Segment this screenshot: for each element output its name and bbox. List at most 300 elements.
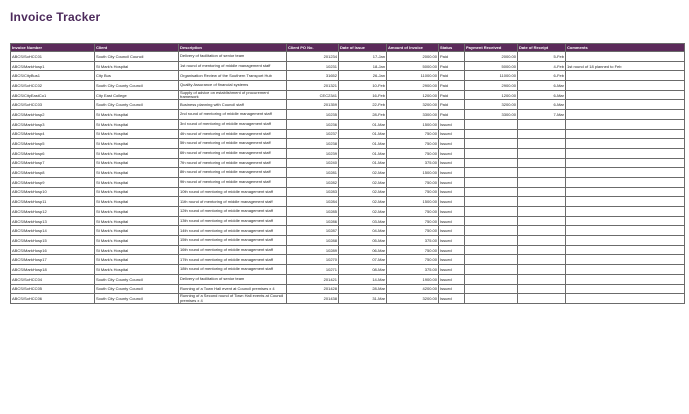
payment-received-cell: [465, 265, 518, 275]
date-of-receipt-cell: [518, 139, 566, 149]
date-of-receipt-cell: [518, 216, 566, 226]
description-cell: 7th round of mentoring of middle management staff: [179, 158, 287, 168]
description-cell: 10th round of mentoring of middle management staff: [179, 187, 287, 197]
date-of-issue-cell: 28-Feb: [339, 110, 387, 120]
status-cell: Paid: [439, 110, 465, 120]
table-row: [11, 265, 685, 275]
invoice-number-cell: ABCS/MarkHosp6: [11, 148, 95, 158]
column-header-client-po: Client PO No.: [287, 44, 339, 52]
po-number-cell: 10288: [287, 236, 339, 246]
table-header-row: [11, 44, 685, 52]
payment-received-cell: [465, 158, 518, 168]
comments-cell: [566, 274, 685, 284]
po-number-cell: 10236: [287, 119, 339, 129]
status-cell: Issued: [439, 207, 465, 217]
date-of-receipt-cell: [518, 255, 566, 265]
payment-received-cell: [465, 187, 518, 197]
invoice-number-cell: ABCS/MarkHosp10: [11, 187, 95, 197]
po-number-cell: 10239: [287, 148, 339, 158]
client-cell: St Mark's Hospital: [95, 236, 179, 246]
amount-cell: 11000.00: [387, 71, 439, 81]
column-header-date-of-issue: Date of Issue: [339, 44, 387, 52]
po-number-cell: 10289: [287, 245, 339, 255]
date-of-receipt-cell: [518, 284, 566, 294]
comments-cell: [566, 236, 685, 246]
po-number-cell: 201321: [287, 81, 339, 91]
date-of-receipt-cell: 6-Mar: [518, 90, 566, 100]
client-cell: City East College: [95, 90, 179, 100]
date-of-issue-cell: 10-Feb: [339, 81, 387, 91]
status-cell: Paid: [439, 71, 465, 81]
status-cell: Issued: [439, 284, 465, 294]
po-number-cell: 201234: [287, 52, 339, 62]
amount-cell: 3200.00: [387, 100, 439, 110]
description-cell: 14th round of mentoring of middle management staff: [179, 226, 287, 236]
table-row: [11, 119, 685, 129]
table-row: [11, 168, 685, 178]
date-of-issue-cell: 02-Mar: [339, 197, 387, 207]
invoice-number-cell: ABCS/MarkHosp12: [11, 207, 95, 217]
date-of-issue-cell: 26-Jan: [339, 71, 387, 81]
amount-cell: 2000.00: [387, 52, 439, 62]
payment-received-cell: [465, 148, 518, 158]
date-of-issue-cell: 17-Jan: [339, 52, 387, 62]
table-row: [11, 274, 685, 284]
payment-received-cell: [465, 284, 518, 294]
client-cell: St Mark's Hospital: [95, 158, 179, 168]
description-cell: Delivery of facilitation of senior team: [179, 52, 287, 62]
comments-cell: [566, 187, 685, 197]
payment-received-cell: [465, 207, 518, 217]
date-of-receipt-cell: [518, 294, 566, 304]
comments-cell: 1st round of 18 planned to Feb: [566, 61, 685, 71]
table-row: [11, 255, 685, 265]
status-cell: Paid: [439, 61, 465, 71]
payment-received-cell: [465, 255, 518, 265]
status-cell: Issued: [439, 245, 465, 255]
client-cell: South City County Council: [95, 81, 179, 91]
client-cell: St Mark's Hospital: [95, 110, 179, 120]
comments-cell: [566, 265, 685, 275]
po-number-cell: 10286: [287, 216, 339, 226]
column-header-date-of-receipt: Date of Receipt: [518, 44, 566, 52]
description-cell: 1st round of mentoring of middle management staff: [179, 61, 287, 71]
status-cell: Issued: [439, 255, 465, 265]
invoice-number-cell: ABCS/SoHCC05: [11, 284, 95, 294]
description-cell: 16th round of mentoring of middle management staff: [179, 245, 287, 255]
date-of-receipt-cell: [518, 119, 566, 129]
po-number-cell: 201359: [287, 100, 339, 110]
status-cell: Issued: [439, 265, 465, 275]
client-cell: South City County Council: [95, 274, 179, 284]
description-cell: 3rd round of mentoring of middle management staff: [179, 119, 287, 129]
date-of-issue-cell: 05-Mar: [339, 236, 387, 246]
payment-received-cell: [465, 139, 518, 149]
po-number-cell: CEC2341: [287, 90, 339, 100]
description-cell: Organisation Review of the Southern Transport Hub: [179, 71, 287, 81]
date-of-receipt-cell: 6-Mar: [518, 81, 566, 91]
client-cell: St Mark's Hospital: [95, 245, 179, 255]
table-row: [11, 197, 685, 207]
status-cell: Issued: [439, 197, 465, 207]
date-of-receipt-cell: [518, 168, 566, 178]
comments-cell: [566, 110, 685, 120]
po-number-cell: 10231: [287, 61, 339, 71]
date-of-receipt-cell: 6-Mar: [518, 100, 566, 110]
client-cell: St Mark's Hospital: [95, 197, 179, 207]
invoice-number-cell: ABCS/MarkHosp16: [11, 245, 95, 255]
description-cell: 12th round of mentoring of middle management staff: [179, 207, 287, 217]
comments-cell: [566, 129, 685, 139]
date-of-issue-cell: 01-Mar: [339, 119, 387, 129]
comments-cell: [566, 245, 685, 255]
payment-received-cell: [465, 245, 518, 255]
status-cell: Issued: [439, 177, 465, 187]
page-title: Invoice Tracker: [10, 10, 101, 24]
description-cell: Running of a Second round of Town Hall events at Council premises x 4: [179, 294, 287, 304]
payment-received-cell: [465, 177, 518, 187]
po-number-cell: 31652: [287, 71, 339, 81]
table-row: [11, 129, 685, 139]
invoice-number-cell: ABCS/MarkHosp13: [11, 216, 95, 226]
payment-received-cell: [465, 294, 518, 304]
description-cell: Delivery of facilitation of senior team: [179, 274, 287, 284]
status-cell: Issued: [439, 119, 465, 129]
status-cell: Issued: [439, 129, 465, 139]
date-of-issue-cell: 18-Jan: [339, 61, 387, 71]
status-cell: Issued: [439, 226, 465, 236]
comments-cell: [566, 255, 685, 265]
status-cell: Paid: [439, 100, 465, 110]
comments-cell: [566, 158, 685, 168]
amount-cell: 5000.00: [387, 61, 439, 71]
date-of-receipt-cell: [518, 274, 566, 284]
table-body: [11, 52, 685, 304]
column-header-status: Status: [439, 44, 465, 52]
description-cell: Supply of advice on establishment of procurement framework: [179, 90, 287, 100]
amount-cell: 750.00: [387, 129, 439, 139]
client-cell: South City County Council: [95, 100, 179, 110]
payment-received-cell: 5000.00: [465, 61, 518, 71]
column-header-comments: Comments: [566, 44, 685, 52]
comments-cell: [566, 71, 685, 81]
table-row: [11, 158, 685, 168]
table-row: [11, 100, 685, 110]
payment-received-cell: [465, 197, 518, 207]
description-cell: 11th round of mentoring of middle management staff: [179, 197, 287, 207]
invoice-number-cell: ABCS/CityEastCo1: [11, 90, 95, 100]
po-number-cell: 201421: [287, 274, 339, 284]
amount-cell: 375.00: [387, 265, 439, 275]
comments-cell: [566, 197, 685, 207]
status-cell: Paid: [439, 81, 465, 91]
column-header-invoice-number: Invoice Number: [11, 44, 95, 52]
table-row: [11, 71, 685, 81]
status-cell: Issued: [439, 139, 465, 149]
description-cell: 2nd round of mentoring of middle management staff: [179, 110, 287, 120]
date-of-issue-cell: 07-Mar: [339, 255, 387, 265]
payment-received-cell: [465, 216, 518, 226]
po-number-cell: 10235: [287, 110, 339, 120]
description-cell: Business planning with Council staff: [179, 100, 287, 110]
date-of-issue-cell: 22-Feb: [339, 100, 387, 110]
comments-cell: [566, 216, 685, 226]
payment-received-cell: [465, 226, 518, 236]
client-cell: South City Council Council: [95, 52, 179, 62]
comments-cell: [566, 81, 685, 91]
payment-received-cell: [465, 236, 518, 246]
description-cell: 5th round of mentoring of middle management staff: [179, 139, 287, 149]
amount-cell: 1500.00: [387, 119, 439, 129]
client-cell: St Mark's Hospital: [95, 187, 179, 197]
date-of-receipt-cell: 4-Feb: [518, 61, 566, 71]
amount-cell: 2900.00: [387, 81, 439, 91]
amount-cell: 750.00: [387, 255, 439, 265]
comments-cell: [566, 119, 685, 129]
date-of-receipt-cell: [518, 148, 566, 158]
invoice-number-cell: ABCS/MarkHosp8: [11, 168, 95, 178]
client-cell: South City County Council: [95, 284, 179, 294]
date-of-issue-cell: 04-Mar: [339, 226, 387, 236]
table-row: [11, 236, 685, 246]
invoice-number-cell: ABCS/MarkHosp9: [11, 177, 95, 187]
payment-received-cell: [465, 119, 518, 129]
date-of-issue-cell: 01-Mar: [339, 158, 387, 168]
po-number-cell: 201428: [287, 284, 339, 294]
amount-cell: 3200.00: [387, 294, 439, 304]
table-row: [11, 187, 685, 197]
date-of-issue-cell: 02-Mar: [339, 168, 387, 178]
date-of-issue-cell: 01-Mar: [339, 139, 387, 149]
amount-cell: 750.00: [387, 148, 439, 158]
po-number-cell: 10240: [287, 158, 339, 168]
po-number-cell: 10281: [287, 168, 339, 178]
table-row: [11, 177, 685, 187]
date-of-issue-cell: 02-Mar: [339, 187, 387, 197]
comments-cell: [566, 148, 685, 158]
date-of-receipt-cell: 6-Feb: [518, 71, 566, 81]
client-cell: St Mark's Hospital: [95, 119, 179, 129]
date-of-issue-cell: 01-Mar: [339, 148, 387, 158]
payment-received-cell: 3300.00: [465, 110, 518, 120]
amount-cell: 1500.00: [387, 197, 439, 207]
payment-received-cell: 11000.00: [465, 71, 518, 81]
client-cell: St Mark's Hospital: [95, 139, 179, 149]
comments-cell: [566, 90, 685, 100]
date-of-issue-cell: 02-Mar: [339, 207, 387, 217]
po-number-cell: 10284: [287, 197, 339, 207]
payment-received-cell: 1200.00: [465, 90, 518, 100]
date-of-receipt-cell: [518, 129, 566, 139]
status-cell: Issued: [439, 168, 465, 178]
amount-cell: 750.00: [387, 139, 439, 149]
amount-cell: 4200.00: [387, 284, 439, 294]
date-of-issue-cell: 14-Mar: [339, 274, 387, 284]
table-row: [11, 207, 685, 217]
description-cell: 8th round of mentoring of middle management staff: [179, 168, 287, 178]
description-cell: 18th round of mentoring of middle management staff: [179, 265, 287, 275]
po-number-cell: 10271: [287, 265, 339, 275]
payment-received-cell: 2900.00: [465, 81, 518, 91]
date-of-receipt-cell: [518, 207, 566, 217]
date-of-receipt-cell: [518, 245, 566, 255]
amount-cell: 3300.00: [387, 110, 439, 120]
client-cell: City Bus: [95, 71, 179, 81]
date-of-receipt-cell: 7-Mar: [518, 110, 566, 120]
column-header-payment-received: Payment Received: [465, 44, 518, 52]
description-cell: 15th round of mentoring of middle management staff: [179, 236, 287, 246]
table-row: [11, 110, 685, 120]
date-of-receipt-cell: [518, 177, 566, 187]
invoice-number-cell: ABCS/SoHCC03: [11, 100, 95, 110]
status-cell: Issued: [439, 187, 465, 197]
po-number-cell: 10285: [287, 207, 339, 217]
table-row: [11, 245, 685, 255]
column-header-amount: Amount of Invoice: [387, 44, 439, 52]
amount-cell: 375.00: [387, 236, 439, 246]
status-cell: Paid: [439, 90, 465, 100]
amount-cell: 750.00: [387, 226, 439, 236]
payment-received-cell: 3200.00: [465, 100, 518, 110]
client-cell: St Mark's Hospital: [95, 216, 179, 226]
date-of-receipt-cell: [518, 187, 566, 197]
amount-cell: 750.00: [387, 216, 439, 226]
status-cell: Paid: [439, 52, 465, 62]
table-row: [11, 52, 685, 62]
po-number-cell: 10287: [287, 226, 339, 236]
amount-cell: 1500.00: [387, 168, 439, 178]
status-cell: Issued: [439, 294, 465, 304]
date-of-issue-cell: 28-Mar: [339, 284, 387, 294]
table-row: [11, 216, 685, 226]
invoice-number-cell: ABCS/MarkHosp17: [11, 255, 95, 265]
po-number-cell: 10270: [287, 255, 339, 265]
invoice-number-cell: ABCS/MarkHosp2: [11, 110, 95, 120]
po-number-cell: 10283: [287, 187, 339, 197]
table-row: [11, 284, 685, 294]
status-cell: Issued: [439, 236, 465, 246]
invoice-number-cell: ABCS/SoHCC04: [11, 274, 95, 284]
status-cell: Issued: [439, 158, 465, 168]
date-of-receipt-cell: [518, 158, 566, 168]
invoice-number-cell: ABCS/SoHCC06: [11, 294, 95, 304]
description-cell: 17th round of mentoring of middle management staff: [179, 255, 287, 265]
column-header-description: Description: [179, 44, 287, 52]
comments-cell: [566, 177, 685, 187]
description-cell: Running of a Town Hall event at Council premises x 4: [179, 284, 287, 294]
client-cell: St Mark's Hospital: [95, 148, 179, 158]
date-of-receipt-cell: [518, 236, 566, 246]
client-cell: St Mark's Hospital: [95, 265, 179, 275]
description-cell: 4th round of mentoring of middle management staff: [179, 129, 287, 139]
date-of-receipt-cell: [518, 226, 566, 236]
comments-cell: [566, 100, 685, 110]
po-number-cell: 10237: [287, 129, 339, 139]
date-of-issue-cell: 08-Mar: [339, 265, 387, 275]
comments-cell: [566, 294, 685, 304]
invoice-table: [10, 43, 685, 304]
invoice-number-cell: ABCS/MarkHosp18: [11, 265, 95, 275]
table-row: [11, 294, 685, 304]
date-of-issue-cell: 03-Mar: [339, 216, 387, 226]
client-cell: St Mark's Hospital: [95, 255, 179, 265]
client-cell: St Mark's Hospital: [95, 177, 179, 187]
invoice-number-cell: ABCS/MarkHosp14: [11, 226, 95, 236]
invoice-number-cell: ABCS/CityBus1: [11, 71, 95, 81]
client-cell: St Mark's Hospital: [95, 226, 179, 236]
date-of-issue-cell: 06-Mar: [339, 245, 387, 255]
comments-cell: [566, 226, 685, 236]
status-cell: Issued: [439, 274, 465, 284]
table-row: [11, 148, 685, 158]
table-row: [11, 226, 685, 236]
status-cell: Issued: [439, 216, 465, 226]
invoice-number-cell: ABCS/MarkHosp11: [11, 197, 95, 207]
amount-cell: 1900.00: [387, 274, 439, 284]
amount-cell: 750.00: [387, 245, 439, 255]
client-cell: St Mark's Hospital: [95, 61, 179, 71]
po-number-cell: 10238: [287, 139, 339, 149]
invoice-number-cell: ABCS/SoHCC01: [11, 52, 95, 62]
invoice-number-cell: ABCS/MarkHosp4: [11, 129, 95, 139]
table-row: [11, 61, 685, 71]
description-cell: Quality Assurance of financial systems: [179, 81, 287, 91]
column-header-client: Client: [95, 44, 179, 52]
amount-cell: 750.00: [387, 207, 439, 217]
comments-cell: [566, 284, 685, 294]
invoice-number-cell: ABCS/MarkHosp15: [11, 236, 95, 246]
invoice-number-cell: ABCS/SoHCC02: [11, 81, 95, 91]
status-cell: Issued: [439, 148, 465, 158]
date-of-receipt-cell: 5-Feb: [518, 52, 566, 62]
date-of-issue-cell: 02-Mar: [339, 177, 387, 187]
description-cell: 9th round of mentoring of middle management staff: [179, 177, 287, 187]
payment-received-cell: [465, 168, 518, 178]
invoice-number-cell: ABCS/MarkHosp3: [11, 119, 95, 129]
client-cell: St Mark's Hospital: [95, 129, 179, 139]
client-cell: St Mark's Hospital: [95, 207, 179, 217]
payment-received-cell: 2000.00: [465, 52, 518, 62]
table-row: [11, 90, 685, 100]
po-number-cell: 10282: [287, 177, 339, 187]
comments-cell: [566, 52, 685, 62]
date-of-issue-cell: 01-Mar: [339, 129, 387, 139]
table-row: [11, 139, 685, 149]
invoice-number-cell: ABCS/MarkHosp5: [11, 139, 95, 149]
date-of-issue-cell: 31-Mar: [339, 294, 387, 304]
client-cell: St Mark's Hospital: [95, 168, 179, 178]
po-number-cell: 201438: [287, 294, 339, 304]
comments-cell: [566, 207, 685, 217]
amount-cell: 750.00: [387, 187, 439, 197]
invoice-number-cell: ABCS/MarkHosp7: [11, 158, 95, 168]
payment-received-cell: [465, 129, 518, 139]
table-row: [11, 81, 685, 91]
client-cell: South City County Council: [95, 294, 179, 304]
description-cell: 6th round of mentoring of middle management staff: [179, 148, 287, 158]
description-cell: 13th round of mentoring of middle management staff: [179, 216, 287, 226]
amount-cell: 750.00: [387, 177, 439, 187]
date-of-receipt-cell: [518, 197, 566, 207]
payment-received-cell: [465, 274, 518, 284]
invoice-number-cell: ABCS/MarkHosp1: [11, 61, 95, 71]
comments-cell: [566, 139, 685, 149]
date-of-receipt-cell: [518, 265, 566, 275]
amount-cell: 1200.00: [387, 90, 439, 100]
comments-cell: [566, 168, 685, 178]
amount-cell: 375.00: [387, 158, 439, 168]
date-of-issue-cell: 16-Feb: [339, 90, 387, 100]
